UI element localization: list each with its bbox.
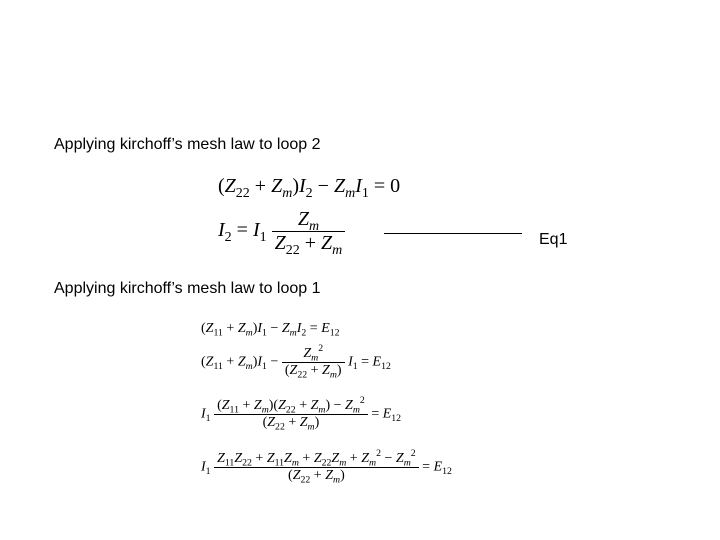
equation-loop1-line4: $I_1$ $\frac{Z_{11}Z_{22} + Z_{11}Z_m + Z_{22}Z_m + Z_m^2 - Z_m^2}{(Z_{22} + Z_m)}$ = $E_{12}$	[201, 448, 452, 486]
heading-loop-2: Applying kirchoff’s mesh law to loop 2	[54, 136, 321, 153]
equation-divider-line	[384, 233, 522, 234]
equation-loop1-line2: $(Z_{11} + Z_m)I_1$ − $\frac{Z_m^2}{(Z_{22} + Z_m)}$ $I_1 = E_{12}$	[201, 343, 391, 381]
equation-loop1-line1: $(Z_{11} + Z_m)I_1 - Z_mI_2 = E_{12}$	[201, 321, 340, 339]
equation-loop1-line3: $I_1$ $\frac{(Z_{11} + Z_m)(Z_{22} + Z_m) - Z_m^2}{(Z_{22} + Z_m)}$ = $E_{12}$	[201, 395, 402, 433]
equation-loop2-line1: $(Z_{22} + Z_m)I_2 - Z_mI_1 = 0$	[218, 175, 401, 201]
heading-loop-1: Applying kirchoff’s mesh law to loop 1	[54, 280, 321, 297]
equation-loop2-line2: $I_2 = I_1$ $\frac{Z_m}{Z_{22} + Z_m}$	[218, 208, 345, 255]
equation-label: Eq1	[539, 231, 568, 248]
